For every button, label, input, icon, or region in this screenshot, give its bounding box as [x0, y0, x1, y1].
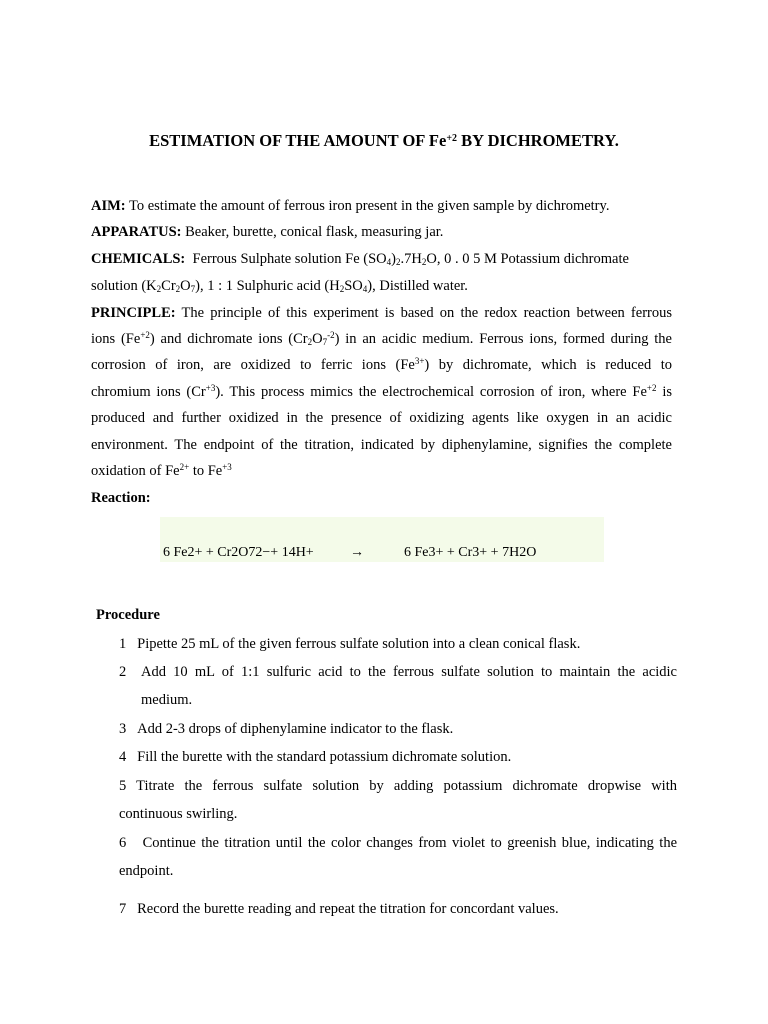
- step-text: Add 10 mL of 1:1 sulfuric acid to the ferrous sulfate solution to maintain the acidic: [141, 664, 677, 680]
- document-title: [0, 131, 768, 151]
- subscript: 2: [307, 337, 313, 347]
- principle-text: ) by dichromate, which is reduced to: [424, 357, 673, 373]
- chemicals-text: SO: [344, 278, 363, 294]
- aim-label: AIM:: [91, 198, 126, 214]
- apparatus-label: APPARATUS:: [91, 224, 182, 240]
- chemicals-text: ): [391, 251, 396, 267]
- principle-text: ) in an acidic medium. Ferrous ions, formed during the: [334, 331, 672, 347]
- chemicals-text: ), 1 : 1 Sulphuric acid (H: [195, 278, 340, 294]
- principle-line-1: [91, 305, 672, 322]
- chemicals-line-2: [91, 278, 672, 295]
- procedure-heading: Procedure: [96, 607, 160, 623]
- principle-text: ions (Fe: [91, 331, 141, 347]
- aim-text: To estimate the amount of ferrous iron present in the given sample by dichrometry.: [125, 198, 610, 214]
- superscript: -2: [327, 330, 335, 340]
- reaction-equation-box: [160, 517, 604, 562]
- principle-text: The principle of this experiment is based on the redox reaction between ferrous: [175, 305, 672, 321]
- superscript: +2: [140, 330, 150, 340]
- subscript: 2: [156, 284, 162, 294]
- step-text: Fill the burette with the standard potassium dichromate solution.: [137, 749, 512, 765]
- subscript: 4: [362, 284, 368, 294]
- procedure-step-continuation: [119, 806, 237, 823]
- principle-text: corrosion of iron, are oxidized to ferric ions (Fe: [91, 357, 415, 373]
- chemicals-text: ), Distilled water.: [367, 278, 468, 294]
- apparatus-text: Beaker, burette, conical flask, measuring jar.: [181, 224, 444, 240]
- principle-label: PRINCIPLE:: [91, 305, 176, 321]
- principle-text: is: [656, 384, 672, 400]
- subscript: 4: [386, 257, 392, 267]
- subscript: 2: [421, 257, 427, 267]
- principle-text: chromium ions (Cr: [91, 384, 206, 400]
- step-number: 4: [119, 749, 127, 765]
- principle-text: O: [312, 331, 323, 347]
- title-tail: BY DICHROMETRY.: [457, 131, 619, 150]
- reaction-label-line: [91, 490, 672, 507]
- procedure-step-continuation: [141, 692, 192, 709]
- chemicals-text: O: [180, 278, 191, 294]
- subscript: 2: [339, 284, 345, 294]
- principle-line-3: [91, 357, 672, 374]
- subscript: 2: [396, 257, 401, 267]
- step-text: medium.: [141, 692, 193, 708]
- chemicals-text: Ferrous Sulphate solution Fe (SO: [192, 251, 387, 267]
- procedure-step: [119, 901, 559, 918]
- step-text: continuous swirling.: [119, 806, 238, 822]
- step-number: 3: [119, 721, 127, 737]
- superscript: +2: [646, 383, 657, 393]
- step-text: endpoint.: [119, 863, 174, 879]
- principle-line-4: [91, 384, 672, 401]
- chemicals-line-1: [91, 251, 672, 268]
- principle-text: environment. The endpoint of the titration, indicated by diphenylamine, signifies the complete: [91, 437, 672, 453]
- subscript: 7: [190, 284, 196, 294]
- chemicals-text: O, 0 . 0 5 M Potassium dichromate: [426, 251, 629, 267]
- procedure-step: [119, 778, 677, 795]
- procedure-step: [119, 835, 677, 852]
- chemicals-text: Cr: [161, 278, 176, 294]
- step-text: Record the burette reading and repeat the titration for concordant values.: [137, 901, 559, 917]
- procedure-step: [119, 749, 511, 766]
- principle-text: to Fe: [189, 463, 223, 479]
- reaction-arrow-icon: →: [350, 545, 364, 560]
- aim-line: [91, 198, 672, 215]
- step-number: 1: [119, 636, 127, 652]
- procedure-step-continuation: [119, 863, 173, 880]
- apparatus-line: [91, 224, 672, 241]
- step-text: Continue the titration until the color changes from violet to greenish blue, indicating the: [142, 835, 678, 851]
- title-text: ESTIMATION OF THE AMOUNT OF Fe: [149, 131, 447, 150]
- procedure-step: [119, 636, 580, 653]
- principle-line-5: [91, 410, 672, 427]
- step-number: 6: [119, 835, 127, 851]
- chemicals-text: solution (K: [91, 278, 157, 294]
- procedure-step: [119, 721, 453, 738]
- principle-line-6: [91, 437, 672, 454]
- principle-text: produced and further oxidized in the presence of oxidizing agents like oxygen in an acidic: [91, 410, 672, 426]
- superscript: +3: [205, 383, 216, 393]
- superscript: 2+: [179, 462, 190, 472]
- principle-text: oxidation of Fe: [91, 463, 180, 479]
- subscript: 7: [322, 337, 328, 347]
- chemicals-label: CHEMICALS:: [91, 251, 186, 267]
- principle-line-2: [91, 331, 672, 348]
- superscript: +3: [222, 462, 232, 472]
- superscript: 3+: [414, 356, 425, 366]
- step-text: Pipette 25 mL of the given ferrous sulfate solution into a clean conical flask.: [137, 636, 581, 652]
- principle-line-7: [91, 463, 672, 480]
- step-number: 2: [119, 664, 127, 680]
- principle-text: ). This process mimics the electrochemical corrosion of iron, where Fe: [215, 384, 647, 400]
- principle-text: ) and dichromate ions (Cr: [149, 331, 308, 347]
- reaction-reactants: 6 Fe2+ + Cr2O72−+ 14H+: [163, 545, 314, 560]
- subscript: 2: [175, 284, 181, 294]
- procedure-step-text: [141, 664, 677, 681]
- chemicals-text: .7H: [400, 251, 422, 267]
- reaction-label: Reaction:: [91, 490, 151, 506]
- title-superscript: +2: [446, 133, 458, 144]
- step-text: Add 2-3 drops of diphenylamine indicator to the flask.: [137, 721, 454, 737]
- step-number: 5: [119, 778, 127, 794]
- procedure-step: [119, 664, 126, 681]
- reaction-products: 6 Fe3+ + Cr3+ + 7H2O: [404, 545, 537, 560]
- step-text: Titrate the ferrous sulfate solution by adding potassium dichromate dropwise with: [136, 778, 677, 794]
- step-number: 7: [119, 901, 127, 917]
